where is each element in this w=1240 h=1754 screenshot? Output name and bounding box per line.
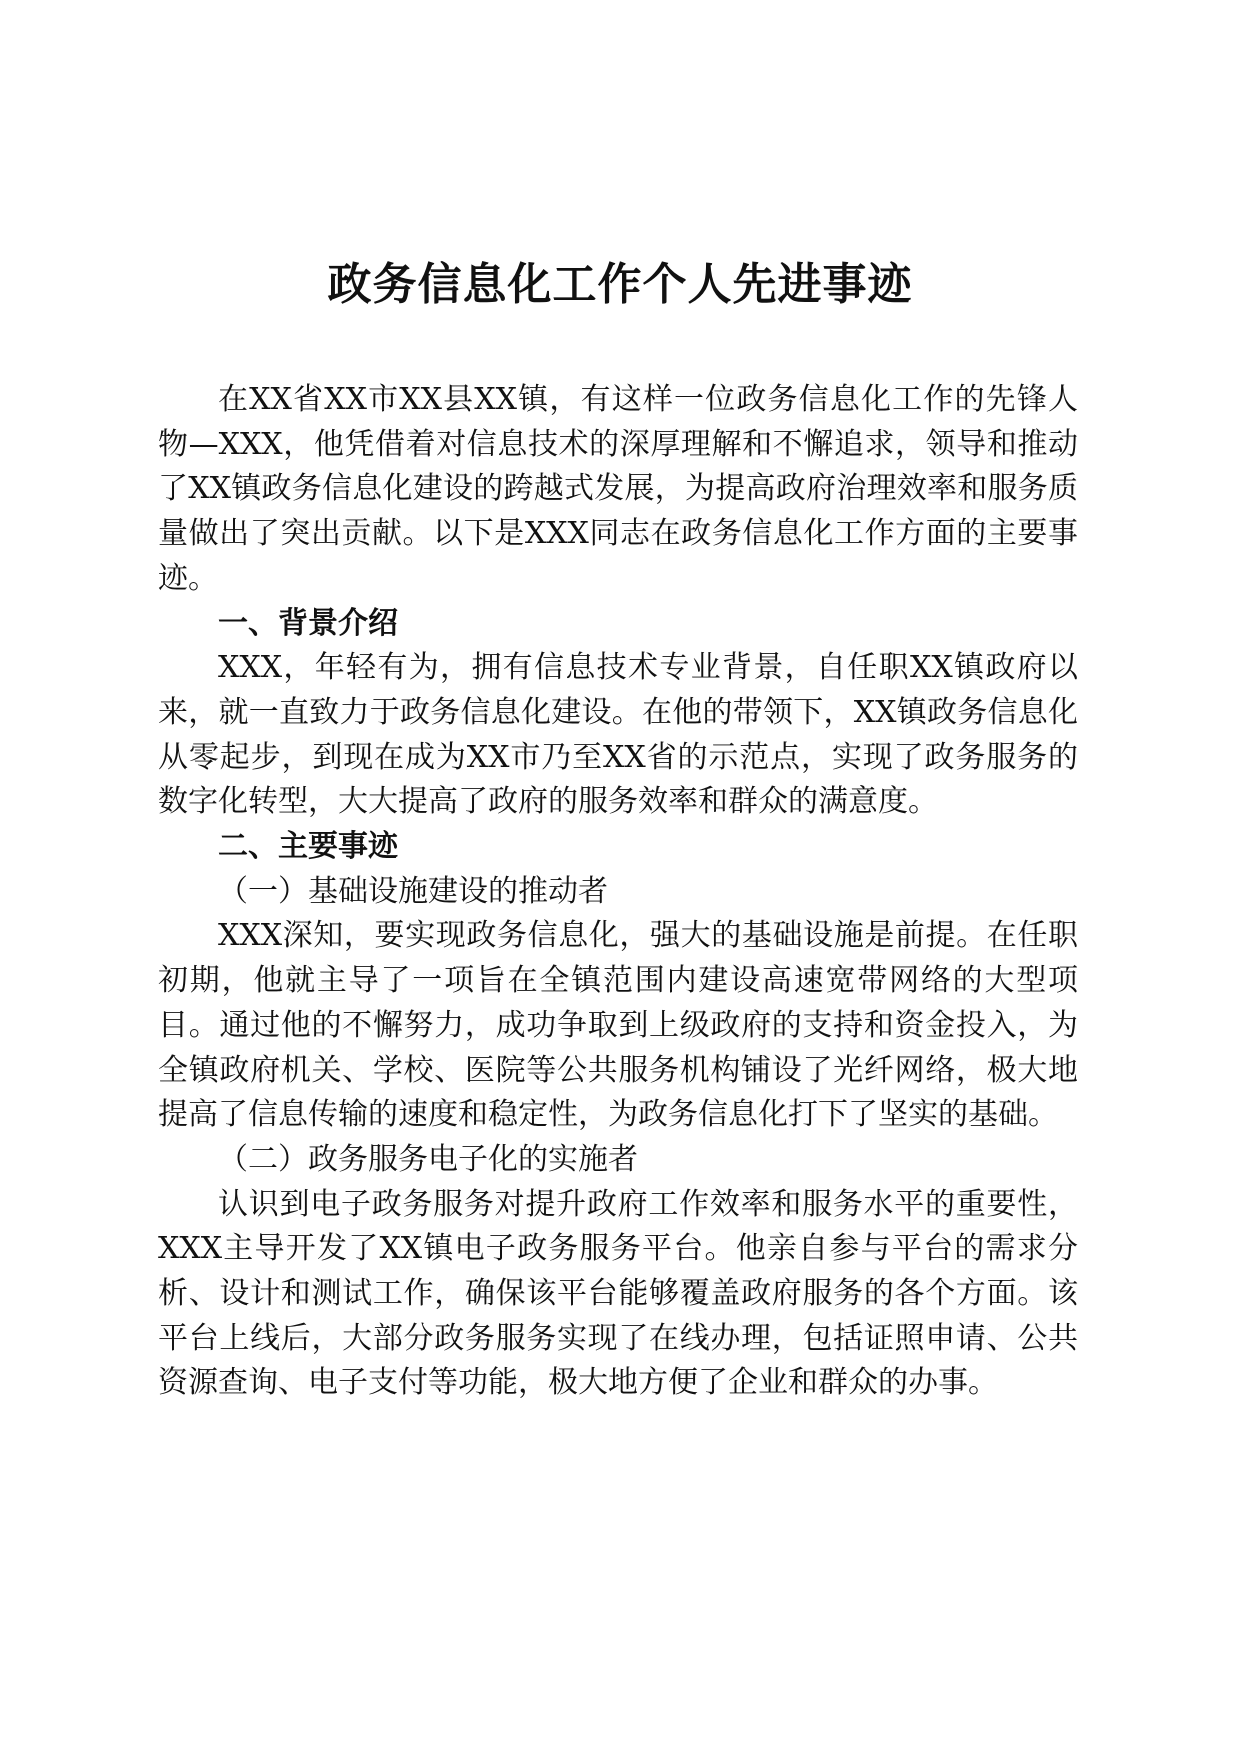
infrastructure-paragraph: XXX深知，要实现政务信息化，强大的基础设施是前提。在任职初期，他就主导了一项旨在全镇范围内建设高速宽带网络的大型项目。通过他的不懈努力，成功争取到上级政府的支持和资金投入，为全镇政府机关、学校、医院等公共服务机构铺设了光纤网络，极大地提高了信息传输的速度和稳定性，为政务信息化打下了坚实的基础。: [158, 918, 1078, 1133]
background-paragraph: XXX，年轻有为，拥有信息技术专业背景，自任职XX镇政府以来，就一直致力于政务信息化建设。在他的带领下，XX镇政务信息化从零起步，到现在成为XX市乃至XX省的示范点，实现了政务服务的数字化转型，大大提高了政府的服务效率和群众的满意度。: [158, 650, 1078, 820]
e-government-paragraph: 认识到电子政务服务对提升政府工作效率和服务水平的重要性，XXX主导开发了XX镇电子政务服务平台。他亲自参与平台的需求分析、设计和测试工作，确保该平台能够覆盖政府服务的各个方面。该平台上线后，大部分政务服务实现了在线办理，包括证照申请、公共资源查询、电子支付等功能，极大地方便了企业和群众的办事。: [158, 1186, 1078, 1401]
document-body: [158, 378, 1078, 1406]
intro-paragraph: 在XX省XX市XX县XX镇，有这样一位政务信息化工作的先锋人物—XXX，他凭借着对信息技术的深厚理解和不懈追求，领导和推动了XX镇政务信息化建设的跨越式发展，为提高政府治理效率和服务质量做出了突出贡献。以下是XXX同志在政务信息化工作方面的主要事迹。: [158, 382, 1078, 596]
document-title: 政务信息化工作个人先进事迹: [327, 259, 913, 310]
subheading-infrastructure: （一）基础设施建设的推动者: [218, 873, 608, 909]
section-heading-background: 一、背景介绍: [218, 605, 398, 641]
section-heading-main-deeds: 二、主要事迹: [218, 829, 398, 865]
subheading-e-government: （二）政务服务电子化的实施者: [218, 1141, 638, 1177]
